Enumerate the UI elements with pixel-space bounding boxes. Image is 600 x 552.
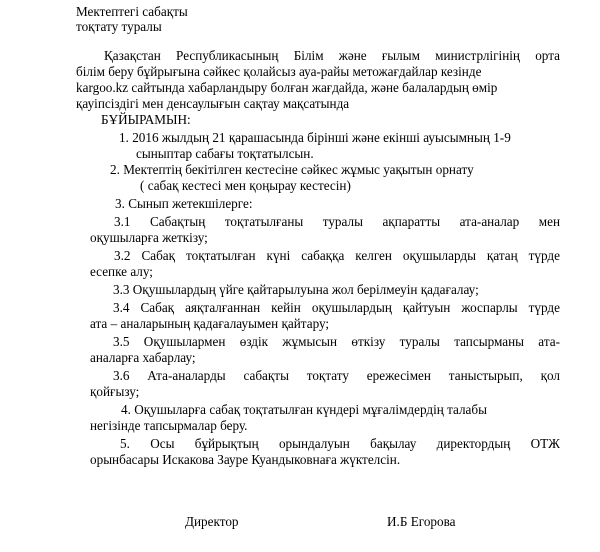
item-3-6-line-1: 3.6 Ата-аналарды сабақты тоқтату ережесімен таныстырып, қол: [113, 368, 560, 383]
item-3-1-line-1: 3.1 Сабақтың тоқтатылғаны туралы ақпаратты ата-аналар мен: [114, 214, 560, 229]
item-3-4-line-1: 3.4 Сабақ аяқталғаннан кейін оқушылардың қайтуын жоспарлы түрде: [113, 300, 560, 315]
item-3-6-line-2: қойғызу;: [90, 384, 140, 399]
preamble-line-2: білім беру бұйрығына сәйкес қолайсыз ауа-райы метожағдайлар кезінде: [76, 64, 482, 79]
item-3-2-line-1: 3.2 Сабақ тоқтатылған күні сабаққа келген оқушыларды қатаң түрде: [114, 248, 560, 263]
item-3-5-line-2: аналарға хабарлау;: [90, 350, 196, 365]
title-line-1: Мектептегі сабақты: [76, 4, 188, 19]
item-3-4-line-2: ата – аналарының қадағалауымен қайтару;: [90, 316, 330, 331]
signature-position: Директор: [185, 514, 239, 529]
item-3-5-line-1: 3.5 Оқушылармен өздік жұмысын өткізу туралы тапсырманы ата-: [113, 334, 560, 349]
item-3-2-line-2: есепке алу;: [90, 264, 153, 279]
item-5-line-1: 5. Осы бұйрықтың орындалуын бақылау директордың ОТЖ: [120, 436, 560, 451]
item-4-line-2: негізінде тапсырмалар беру.: [90, 418, 248, 433]
item-3-3: 3.3 Оқушылардың үйге қайтарылуына жол берілмеуін қадағалау;: [113, 282, 479, 297]
item-5-line-2: орынбасары Искакова Зауре Куандыковнаға жүктелсін.: [90, 452, 401, 467]
preamble-line-1: Қазақстан Республикасының Білім және ғылым министрлігінің орта: [104, 48, 560, 63]
item-2-line-2: ( сабақ кестесі мен қоңырау кестесін): [140, 178, 351, 193]
item-4-line-1: 4. Оқушыларға сабақ тоқтатылған күндері мұғалімдердің талабы: [121, 402, 487, 417]
preamble-line-3: kargoo.kz сайтында хабарландыру болған жағдайда, және балалардың өмір: [76, 80, 498, 95]
item-2-line-1: 2. Мектептің бекітілген кестесіне сәйкес жұмыс уақытын орнату: [110, 162, 474, 177]
item-3: 3. Сынып жетекшілерге:: [115, 196, 253, 211]
preamble-line-4: қауіпсіздігі мен денсаулығын сақтау мақсатында: [76, 96, 350, 111]
item-3-1-line-2: оқушыларға жеткізу;: [90, 230, 208, 245]
item-1-line-2: сыныптар сабағы тоқтатылсын.: [136, 146, 314, 161]
order-heading: БҰЙЫРАМЫН:: [101, 112, 191, 127]
item-1-line-1: 1. 2016 жылдың 21 қарашасында бірінші және екінші ауысымның 1-9: [119, 130, 511, 145]
title-line-2: тоқтату туралы: [76, 19, 162, 34]
signature-name: И.Б Егорова: [387, 514, 456, 529]
